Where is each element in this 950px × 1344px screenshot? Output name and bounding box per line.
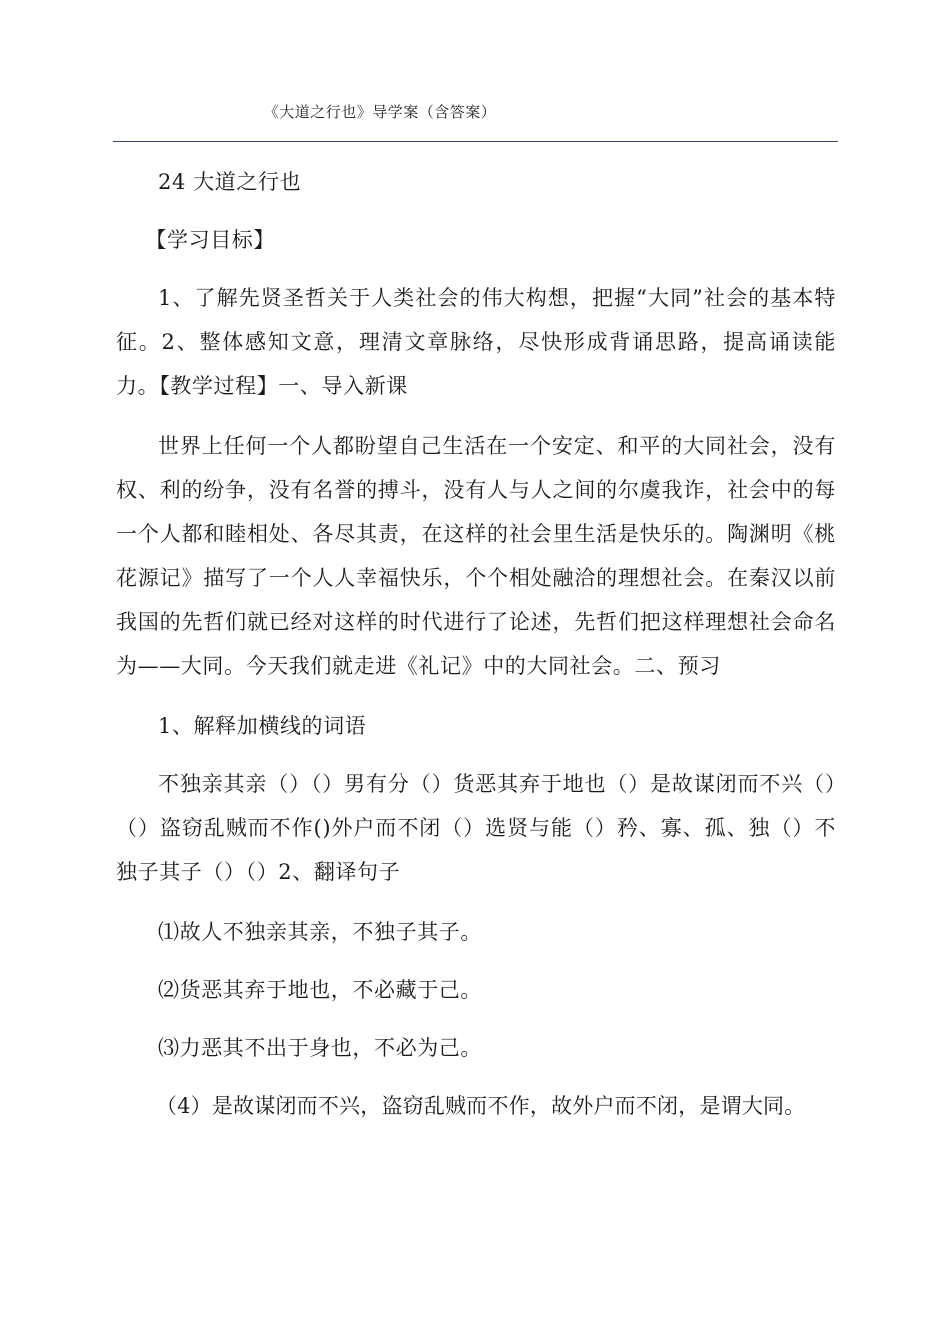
translate-sentence-3: ⑶力恶其不出于身也，不必为己。 [158,1036,482,1060]
document-body [116,160,836,1144]
section-learning-goals: 【学习目标】 [145,228,275,252]
intro-paragraph: 世界上任何一个人都盼望自己生活在一个安定、和平的大同社会，没有权、利的纷争，没有名誉的搏斗，没有人与人之间的尔虞我诈，社会中的每一个人都和睦相处、各尽其责，在这样的社会里生活是快乐的。陶渊明《桃花源记》描写了一个人人幸福快乐，个个相处融洽的理想社会。在秦汉以前我国的先哲们就已经对这样的时代进行了论述，先哲们把这样理想社会命名为——大同。今天我们就走进《礼记》中的大同社会。二、预习 [116,434,836,678]
translate-sentence-2: ⑵货恶其弃于地也，不必藏于己。 [158,978,482,1002]
header-divider [113,141,838,142]
document-header-title: 《大道之行也》导学案（含答案） [263,103,497,121]
translate-sentence-1: ⑴故人不独亲其亲，不独子其子。 [158,920,482,944]
learning-goals-paragraph: 1、了解先贤圣哲关于人类社会的伟大构想，把握“大同”社会的基本特征。2、整体感知文意，理清文章脉络，尽快形成背诵思路，提高诵读能力。【教学过程】一、导入新课 [116,286,836,398]
lesson-title: 24 大道之行也 [158,170,302,194]
task-explain-words: 1、解释加横线的词语 [158,714,367,738]
translate-sentence-4: （4）是故谋闭而不兴，盗窃乱贼而不作，故外户而不闭，是谓大同。 [155,1094,806,1118]
words-exercise-paragraph: 不独亲其亲（）（）男有分（）货恶其弃于地也（）是故谋闭而不兴（）（）盗窃乱贼而不作()外户而不闭（）选贤与能（）矜、寡、孤、独（）不独子其子（）（）2、翻译句子 [116,772,836,884]
